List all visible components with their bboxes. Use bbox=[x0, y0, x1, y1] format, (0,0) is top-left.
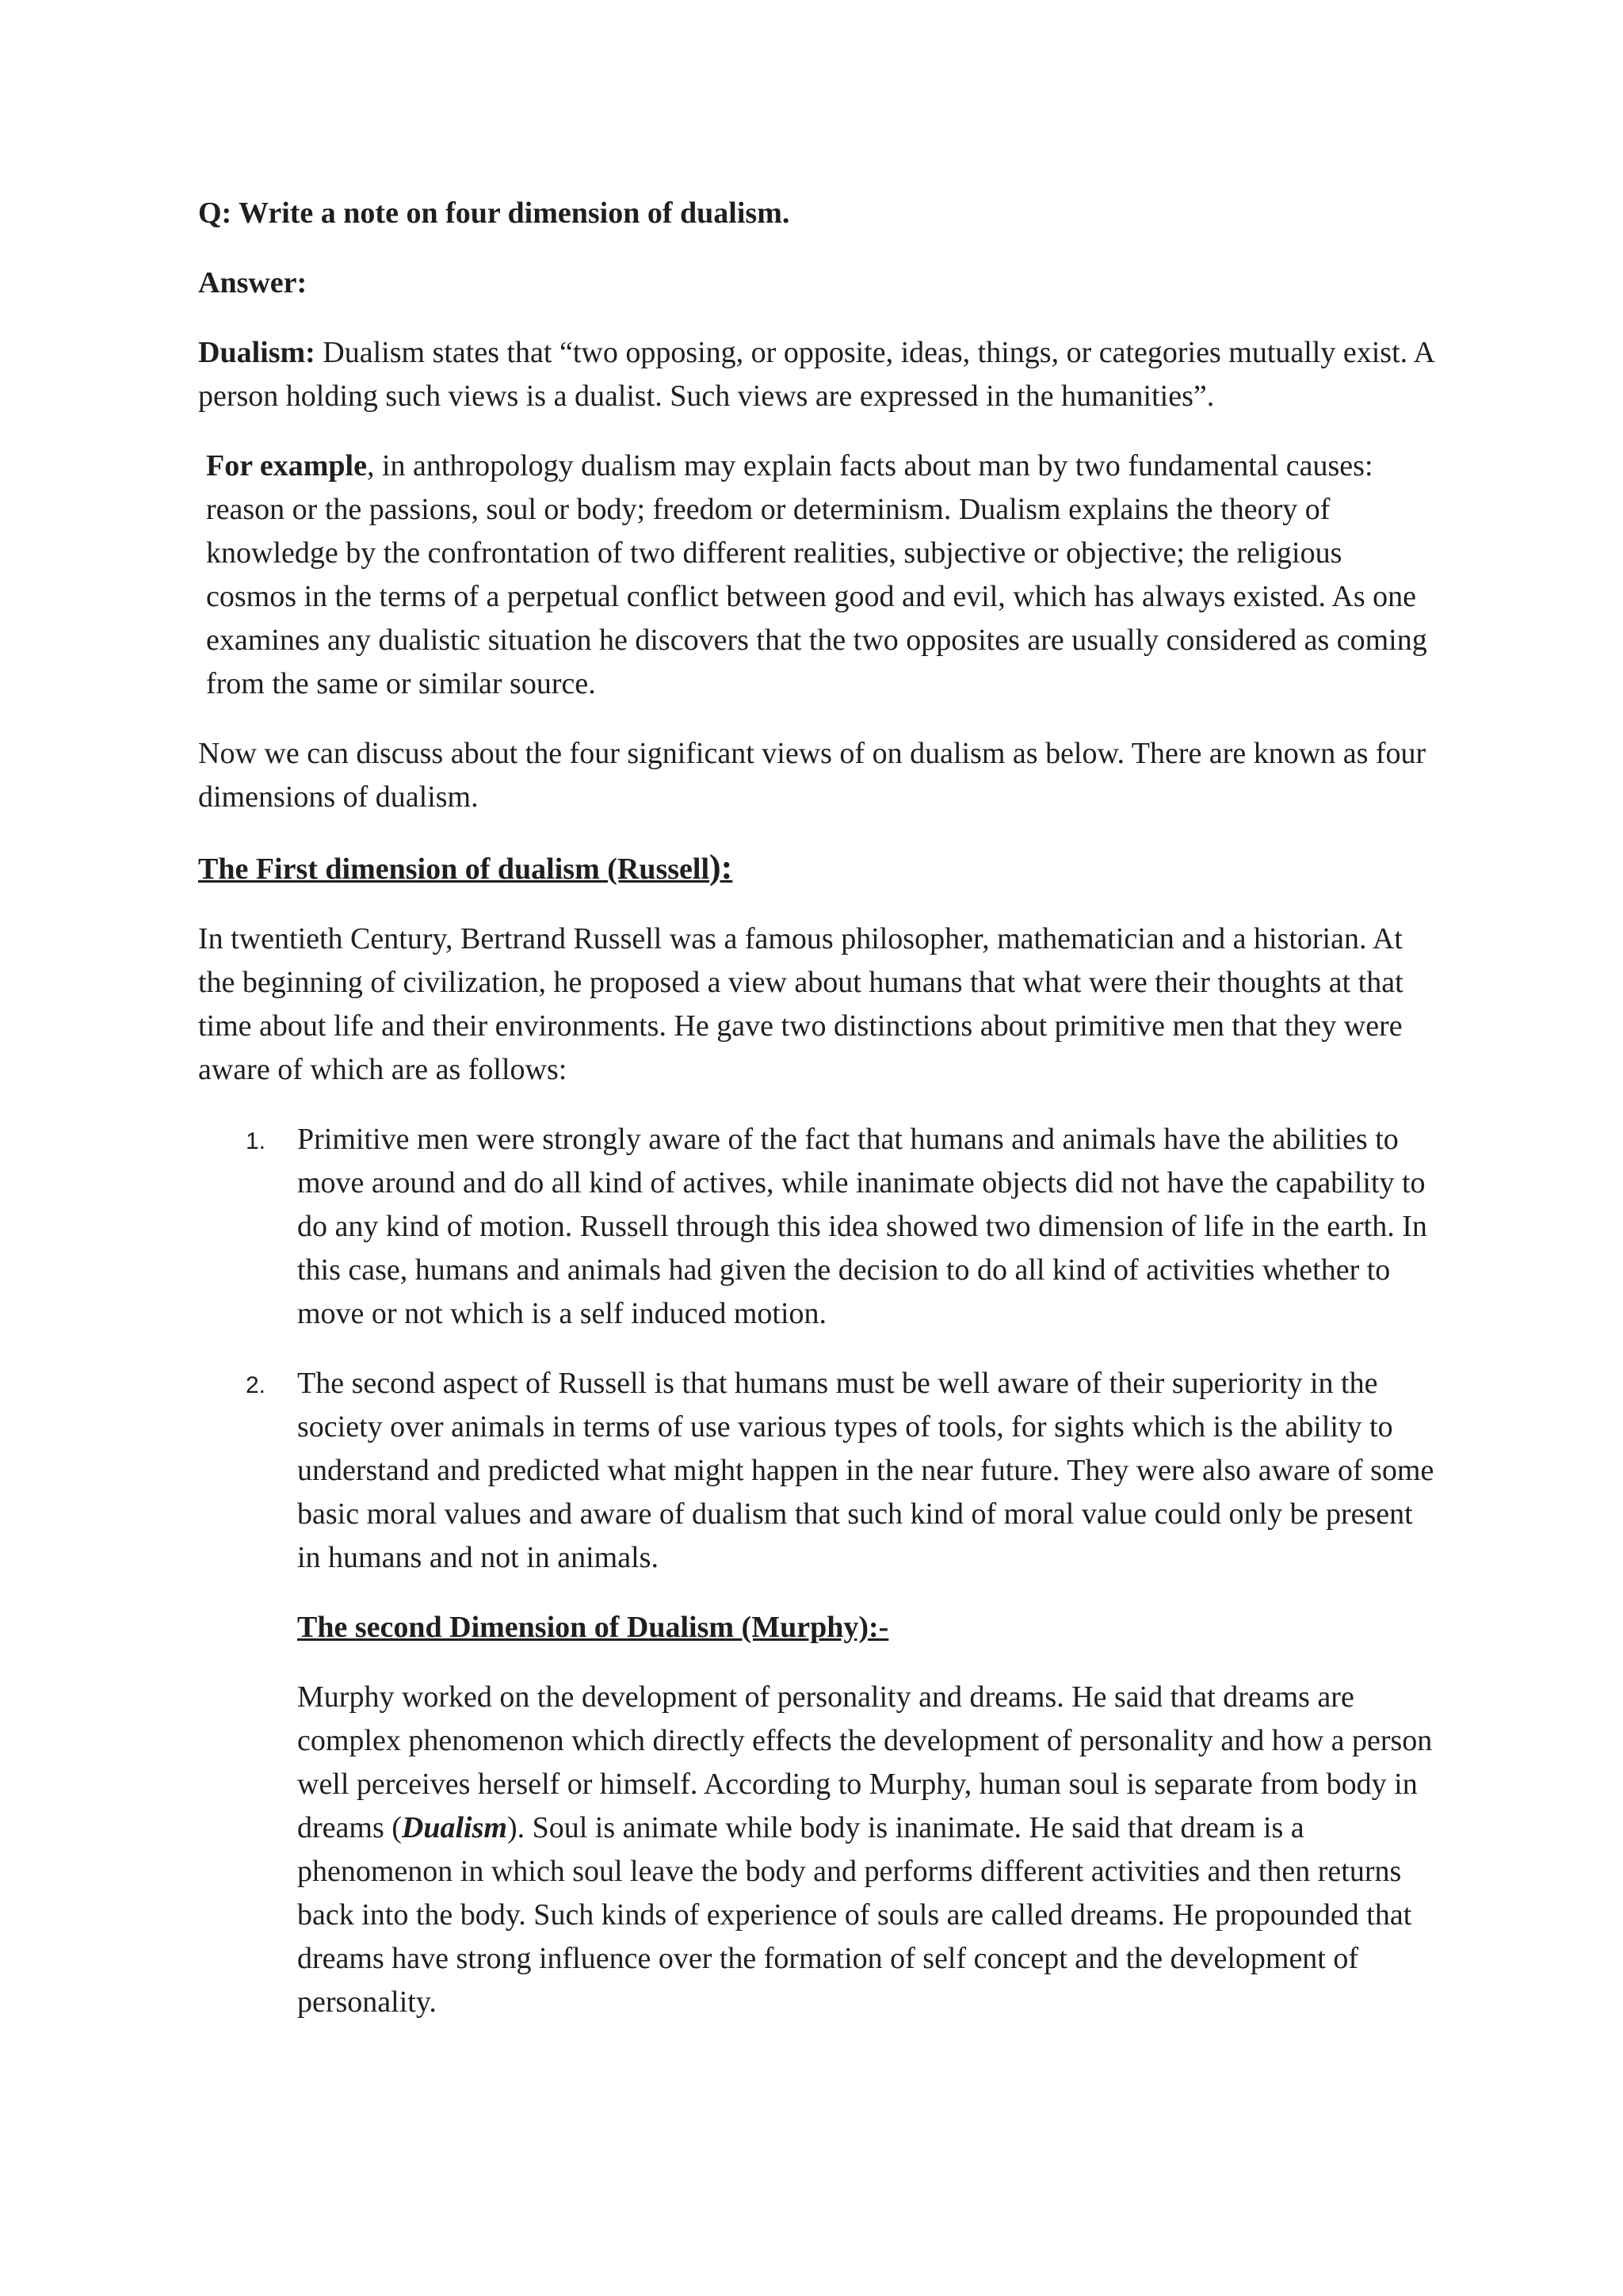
first-dimension-intro: In twentieth Century, Bertrand Russell was a famous philosopher, mathematician and a historian. At the beginning of civilization, he proposed a view about humans that what were their thoughts at that time about life and their environments. He gave two distinctions about primitive men that they were aware of which are as follows: bbox=[198, 922, 1403, 1086]
example-lead: For example bbox=[206, 449, 367, 482]
document-body bbox=[198, 192, 1434, 2050]
dualism-emphasis: Dualism bbox=[401, 1811, 507, 1844]
second-dimension-text-before: Murphy worked on the development of personality and dreams. He said that dreams are complex phenomenon which directly effects the development of personality and how a person well perceives herself or himself. According to Murphy, human soul is separate from body in dreams ( bbox=[297, 1680, 1433, 1844]
definition-term: Dualism: bbox=[198, 336, 315, 369]
russell-points-list bbox=[198, 1118, 1434, 1580]
example-paragraph bbox=[198, 444, 1434, 706]
list-item-number: 1. bbox=[246, 1128, 266, 1154]
first-dimension-heading bbox=[198, 845, 1434, 891]
second-dimension-paragraph bbox=[297, 1676, 1434, 2024]
list-item-text: Primitive men were strongly aware of the fact that humans and animals have the abilities to move around and do all kind of actives, while inanimate objects did not have the capability to do any kind of motion. Russell through this idea showed two dimension of life in the earth. In this case, humans and animals had given the decision to do all kind of activities whether to move or not which is a self induced motion. bbox=[297, 1123, 1427, 1330]
list-item-text: The second aspect of Russell is that humans must be well aware of their superiority in the society over animals in terms of use various types of tools, for sights which is the ability to understand and predicted what might happen in the near future. They were also aware of some basic moral values and aware of dualism that such kind of moral value could only be present in humans and not in animals. bbox=[297, 1367, 1434, 1574]
first-dimension-heading-text: The First dimension of dualism (Russell bbox=[198, 852, 710, 886]
list-item-number: 2. bbox=[246, 1372, 266, 1398]
answer-label: Answer: bbox=[198, 266, 307, 299]
definition-paragraph bbox=[198, 331, 1434, 418]
list-item bbox=[198, 1362, 1434, 1580]
first-dimension-heading-tail: ): bbox=[709, 848, 733, 887]
question-heading: Q: Write a note on four dimension of dualism. bbox=[198, 196, 790, 230]
second-dimension-text-after: ). Soul is animate while body is inanimate. He said that dream is a phenomenon in which soul leave the body and performs different activities and then returns back into the body. Such kinds of experience of souls are called dreams. He propounded that dreams have strong influence over the formation of self concept and the development of personality. bbox=[297, 1811, 1412, 2019]
definition-text: Dualism states that “two opposing, or opposite, ideas, things, or categories mutually exist. A person holding such views is a dualist. Such views are expressed in the humanities”. bbox=[198, 336, 1434, 413]
example-text: , in anthropology dualism may explain facts about man by two fundamental causes: reason or the passions, soul or body; freedom or determinism. Dualism explains the theory of knowledge by the confrontation of two different realities, subjective or objective; the religious cosmos in the terms of a perpetual conflict between good and evil, which has always existed. As one examines any dualistic situation he discovers that the two opposites are usually considered as coming from the same or similar source. bbox=[206, 449, 1427, 700]
second-dimension-heading: The second Dimension of Dualism (Murphy):- bbox=[297, 1611, 889, 1644]
second-dimension-section bbox=[198, 1606, 1434, 2024]
transition-paragraph: Now we can discuss about the four significant views of on dualism as below. There are known as four dimensions of dualism. bbox=[198, 737, 1426, 814]
list-item bbox=[198, 1118, 1434, 1336]
